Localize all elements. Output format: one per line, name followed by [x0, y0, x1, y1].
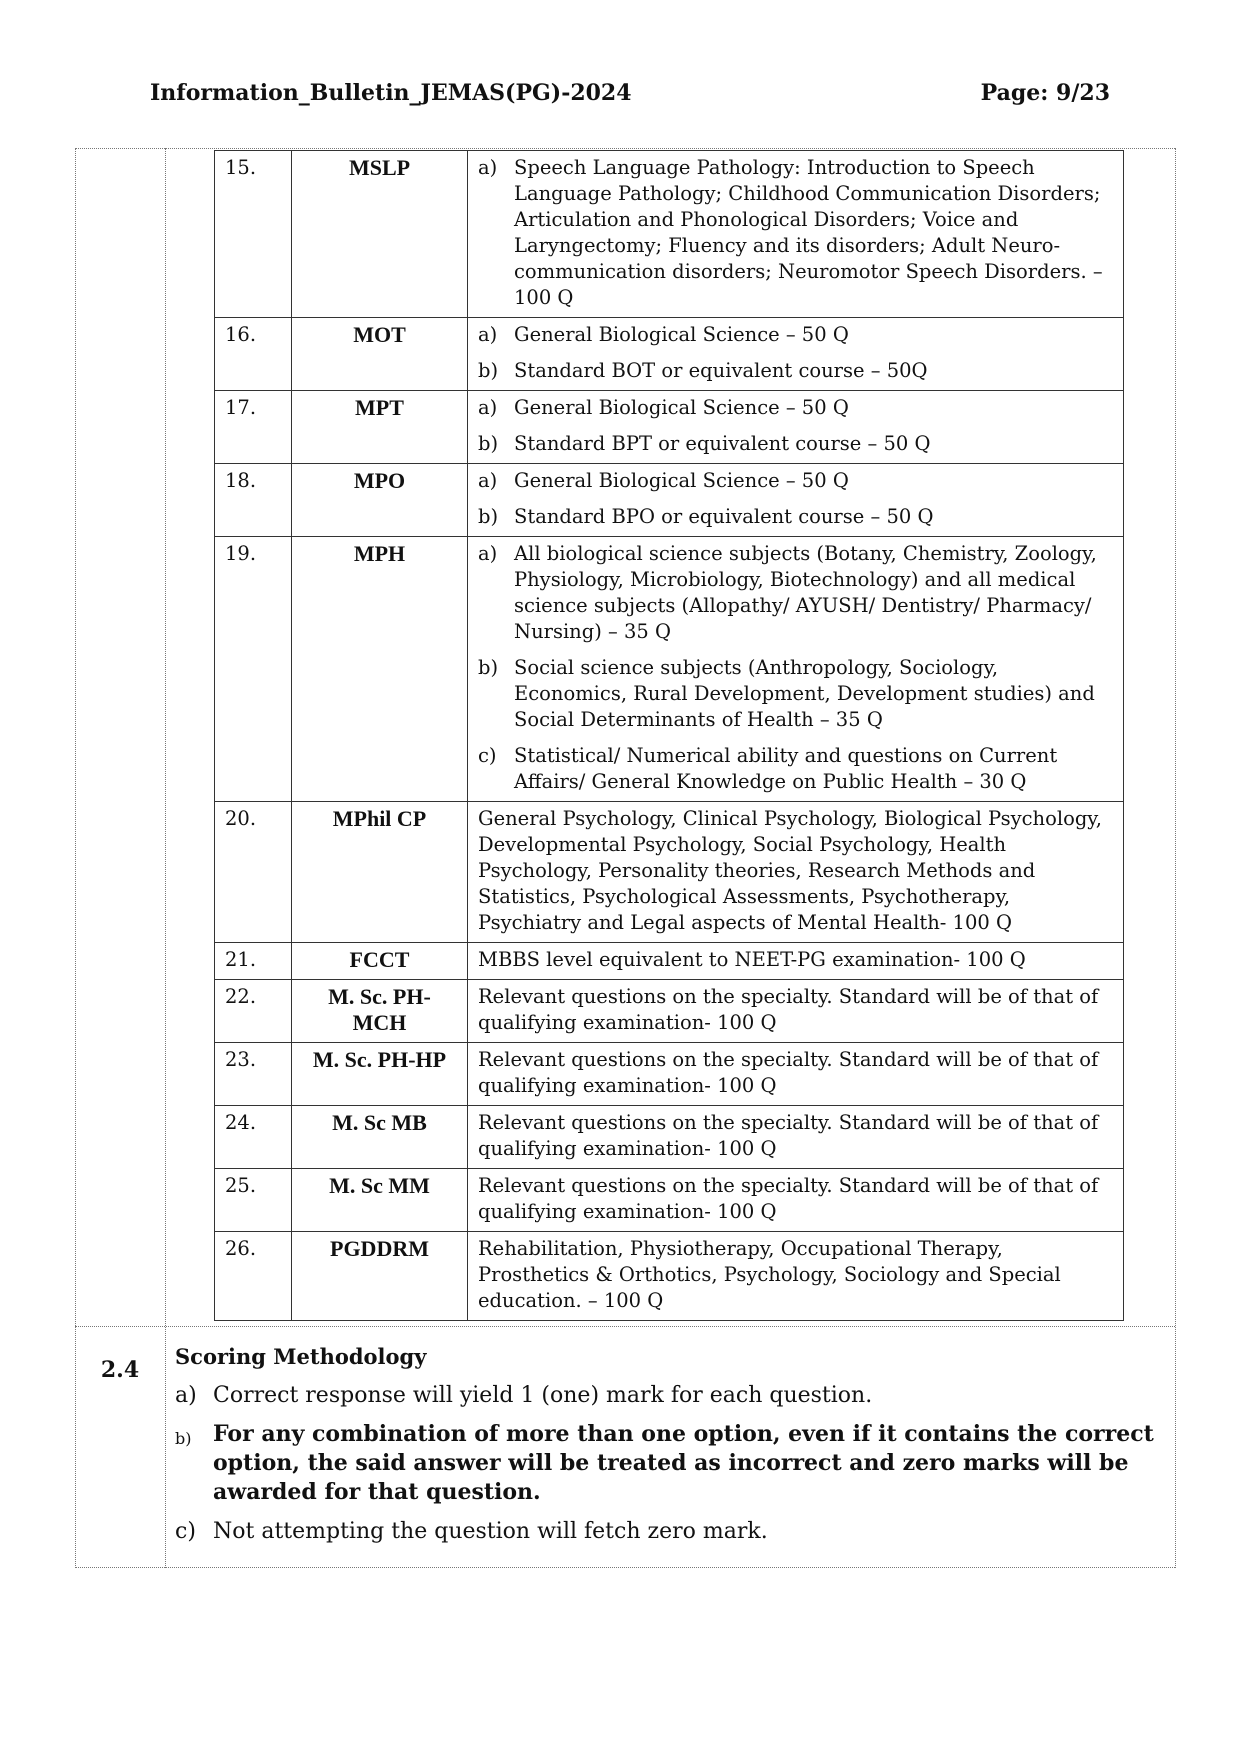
- programme-code: MPH: [292, 537, 468, 802]
- table-row: [215, 391, 1124, 464]
- list-item: c) Not attempting the question will fetch zero mark.: [175, 1519, 768, 1544]
- row-number: 16.: [215, 318, 292, 391]
- row-number: 21.: [215, 943, 292, 980]
- list-item: b) Standard BPO or equivalent course – 50 Q: [478, 505, 934, 528]
- row-number: 18.: [215, 464, 292, 537]
- list-item: c) Statistical/ Numerical ability and questions on Current Affairs/ General Knowledge on Public Health – 30 Q: [478, 744, 1058, 793]
- programme-code: MPO: [292, 464, 468, 537]
- frame-line: [75, 1326, 1175, 1327]
- list-item: b) For any combination of more than one option, even if it contains the correct option, the said answer will be treated as incorrect and zero marks will be awarded for that question.: [175, 1421, 1154, 1505]
- table-row: [215, 1043, 1124, 1106]
- table-row: [215, 537, 1124, 802]
- list-item: a) General Biological Science – 50 Q: [478, 396, 849, 419]
- syllabus-cell: MBBS level equivalent to NEET-PG examination- 100 Q: [468, 943, 1124, 980]
- syllabus-cell: Relevant questions on the specialty. Standard will be of that of qualifying examination- 100 Q: [468, 1169, 1124, 1232]
- table-row: [215, 802, 1124, 943]
- row-number: 20.: [215, 802, 292, 943]
- programme-code: M. Sc. PH-MCH: [292, 980, 468, 1043]
- programme-code: M. Sc. PH-HP: [292, 1043, 468, 1106]
- table-row: [215, 318, 1124, 391]
- syllabus-cell: Relevant questions on the specialty. Standard will be of that of qualifying examination- 100 Q: [468, 1043, 1124, 1106]
- syllabus-cell: [468, 391, 1124, 464]
- page-header: [150, 80, 1110, 110]
- list-item: a) General Biological Science – 50 Q: [478, 323, 849, 346]
- programme-code: FCCT: [292, 943, 468, 980]
- row-number: 23.: [215, 1043, 292, 1106]
- row-number: 22.: [215, 980, 292, 1043]
- list-item: b) Social science subjects (Anthropology, Sociology, Economics, Rural Development, Development studies) and Social Determinants of Health – 35 Q: [478, 656, 1095, 731]
- programme-code: MPT: [292, 391, 468, 464]
- row-number: 15.: [215, 151, 292, 318]
- programme-code: M. Sc MB: [292, 1106, 468, 1169]
- list-item: a) Speech Language Pathology: Introduction to Speech Language Pathology; Childhood Communication Disorders; Articulation and Phonological Disorders; Voice and Laryngectomy; Fluency and its disorders; Adult Neuro-communication disorders; Neuromotor Speech Disorders. – 100 Q: [478, 156, 1103, 309]
- scoring-methodology-section: [175, 1342, 1165, 1556]
- table-row: [215, 151, 1124, 318]
- row-number: 25.: [215, 1169, 292, 1232]
- programme-syllabus-table: [214, 150, 1124, 1321]
- row-number: 26.: [215, 1232, 292, 1321]
- list-item: a) All biological science subjects (Botany, Chemistry, Zoology, Physiology, Microbiology, Biotechnology) and all medical science subjects (Allopathy/ AYUSH/ Dentistry/ Pharmacy/ Nursing) – 35 Q: [478, 542, 1097, 643]
- section-number: 2.4: [100, 1357, 140, 1383]
- table-row: [215, 1106, 1124, 1169]
- frame-line: [165, 148, 166, 1568]
- page-number: Page: 9/23: [980, 80, 1110, 106]
- syllabus-cell: Rehabilitation, Physiotherapy, Occupational Therapy, Prosthetics & Orthotics, Psychology, Sociology and Special education. – 100 Q: [468, 1232, 1124, 1321]
- document-title: Information_Bulletin_JEMAS(PG)-2024: [150, 80, 632, 106]
- programme-code: MPhil CP: [292, 802, 468, 943]
- frame-line: [75, 148, 1175, 149]
- row-number: 17.: [215, 391, 292, 464]
- syllabus-cell: [468, 151, 1124, 318]
- table-row: [215, 980, 1124, 1043]
- row-number: 24.: [215, 1106, 292, 1169]
- syllabus-cell: [468, 464, 1124, 537]
- syllabus-cell: [468, 537, 1124, 802]
- syllabus-cell: Relevant questions on the specialty. Standard will be of that of qualifying examination- 100 Q: [468, 980, 1124, 1043]
- programme-code: MOT: [292, 318, 468, 391]
- row-number: 19.: [215, 537, 292, 802]
- list-item: b) Standard BOT or equivalent course – 50Q: [478, 359, 928, 382]
- section-title: Scoring Methodology: [175, 1344, 427, 1369]
- syllabus-cell: Relevant questions on the specialty. Standard will be of that of qualifying examination- 100 Q: [468, 1106, 1124, 1169]
- syllabus-cell: General Psychology, Clinical Psychology, Biological Psychology, Developmental Psychology, Social Psychology, Health Psychology, Personality theories, Research Methods and Statistics, Psychological Assessments, Psychotherapy, Psychiatry and Legal aspects of Mental Health- 100 Q: [468, 802, 1124, 943]
- list-item: a) Correct response will yield 1 (one) mark for each question.: [175, 1383, 873, 1408]
- list-item: a) General Biological Science – 50 Q: [478, 469, 849, 492]
- table-row: [215, 464, 1124, 537]
- programme-code: MSLP: [292, 151, 468, 318]
- programme-code: PGDDRM: [292, 1232, 468, 1321]
- frame-line: [75, 148, 76, 1568]
- table-row: [215, 1232, 1124, 1321]
- table-row: [215, 943, 1124, 980]
- list-item: b) Standard BPT or equivalent course – 50 Q: [478, 432, 931, 455]
- frame-line: [75, 1567, 1175, 1568]
- programme-code: M. Sc MM: [292, 1169, 468, 1232]
- frame-line: [1175, 148, 1176, 1568]
- syllabus-cell: [468, 318, 1124, 391]
- table-row: [215, 1169, 1124, 1232]
